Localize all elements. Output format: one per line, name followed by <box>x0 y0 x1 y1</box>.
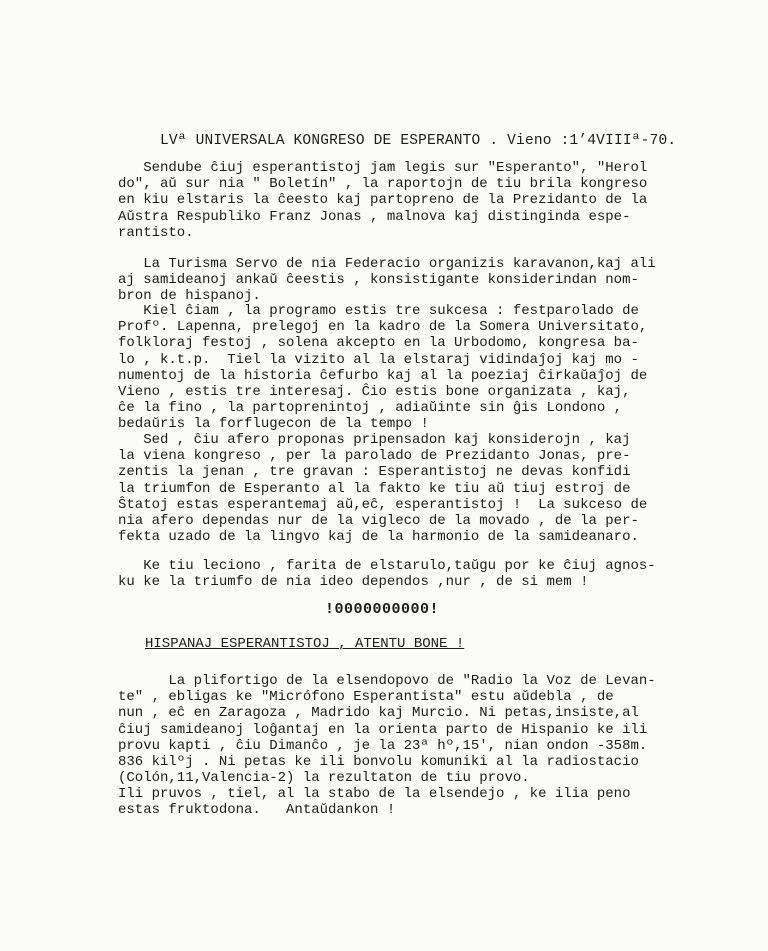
paragraph-closing: Ili pruvos , tiel, al la stabo de la elsendejo , ke ilia peno estas fruktodona. Antaŭdankon ! <box>118 786 631 819</box>
paragraph-program: Kiel ĉiam , la programo estis tre sukcesa : festparolado de Profº. Lapenna, prelegoj en la kadro de la Somera Universitato, folkloraj festoj , solena akcepto en la Urbodomo, kongresa ba- lo , k.t.p. Tiel la vizito al la elstaraj vidindaĵoj kaj mo - numentoj de la historia ĉefurbo kaj al la poeziaj ĉirkaŭaĵoj de Vieno , estis tre interesaj. Ĉio estis bone organizata , kaj, ĉe la fino , la partoprenintoj , adiaŭinte sin ĝis Londono , bedaŭris la forflugecon de la tempo ! <box>118 303 648 433</box>
section-separator: !0000000000! <box>325 601 440 618</box>
paragraph-lesson: Ke tiu leciono , farita de elstarulo,taŭgu por ke ĉiuj agnos- ku ke la triumfo de nia ideo dependos ,nur , de si mem ! <box>118 558 656 591</box>
paragraph-intro: Sendube ĉiuj esperantistoj jam legis sur "Esperanto", "Herol do", aŭ sur nia " Boletín" , la raportojn de tiu brila kongreso en kiu elstaris la ĉeesto kaj partopreno de la Prezidanto de la Aŭstra Respubliko Franz Jonas , malnova kaj distinginda espe- rantisto. <box>118 160 648 241</box>
document-title: LVª UNIVERSALA KONGRESO DE ESPERANTO . Vieno :1’4VIIIª-70. <box>160 133 677 149</box>
section-heading <box>145 636 464 652</box>
paragraph-reflection: Sed , ĉiu afero proponas pripensadon kaj konsiderojn , kaj la viena kongreso , per la parolado de Prezidanto Jonas, pre- zentis la jenan , tre gravan : Esperantistoj ne devas konfidi la triumfon de Esperanto al la fakto ke tiu aŭ tiuj estroj de Ŝtatoj estas esperantemaj aŭ,eĉ, esperantistoj ! La sukceso de nia afero dependas nur de la vigleco de la movado , de la per- fekta uzado de la lingvo kaj de la harmonio de la samideanaro. <box>118 432 648 546</box>
paragraph-radio: La plifortigo de la elsendopovo de "Radio la Voz de Levan- te" , ebligas ke "Micrófono Esperantista" estu aŭdebla , de nun , eĉ en Zaragoza , Madrido kaj Murcio. Ni petas,insiste,al ĉiuj samideanoj loĝantaj en la orienta parto de Hispanio ke ili provu kapti , ĉiu Dimanĉo , je la 23ª hº,15', nian ondon -358m. 836 kilºj . Ni petas ke ili bonvolu komuniki al la radiostacio (Colón,11,Valencia-2) la rezultaton de tiu provo. <box>118 673 656 787</box>
section-heading-text: HISPANAJ ESPERANTISTOJ , ATENTU BONE ! <box>145 636 465 652</box>
paragraph-caravan: La Turisma Servo de nia Federacio organizis karavanon,kaj ali aj samideanoj ankaŭ ĉeestis , konsistigante konsiderindan nom- bron de hispanoj. <box>118 256 656 305</box>
